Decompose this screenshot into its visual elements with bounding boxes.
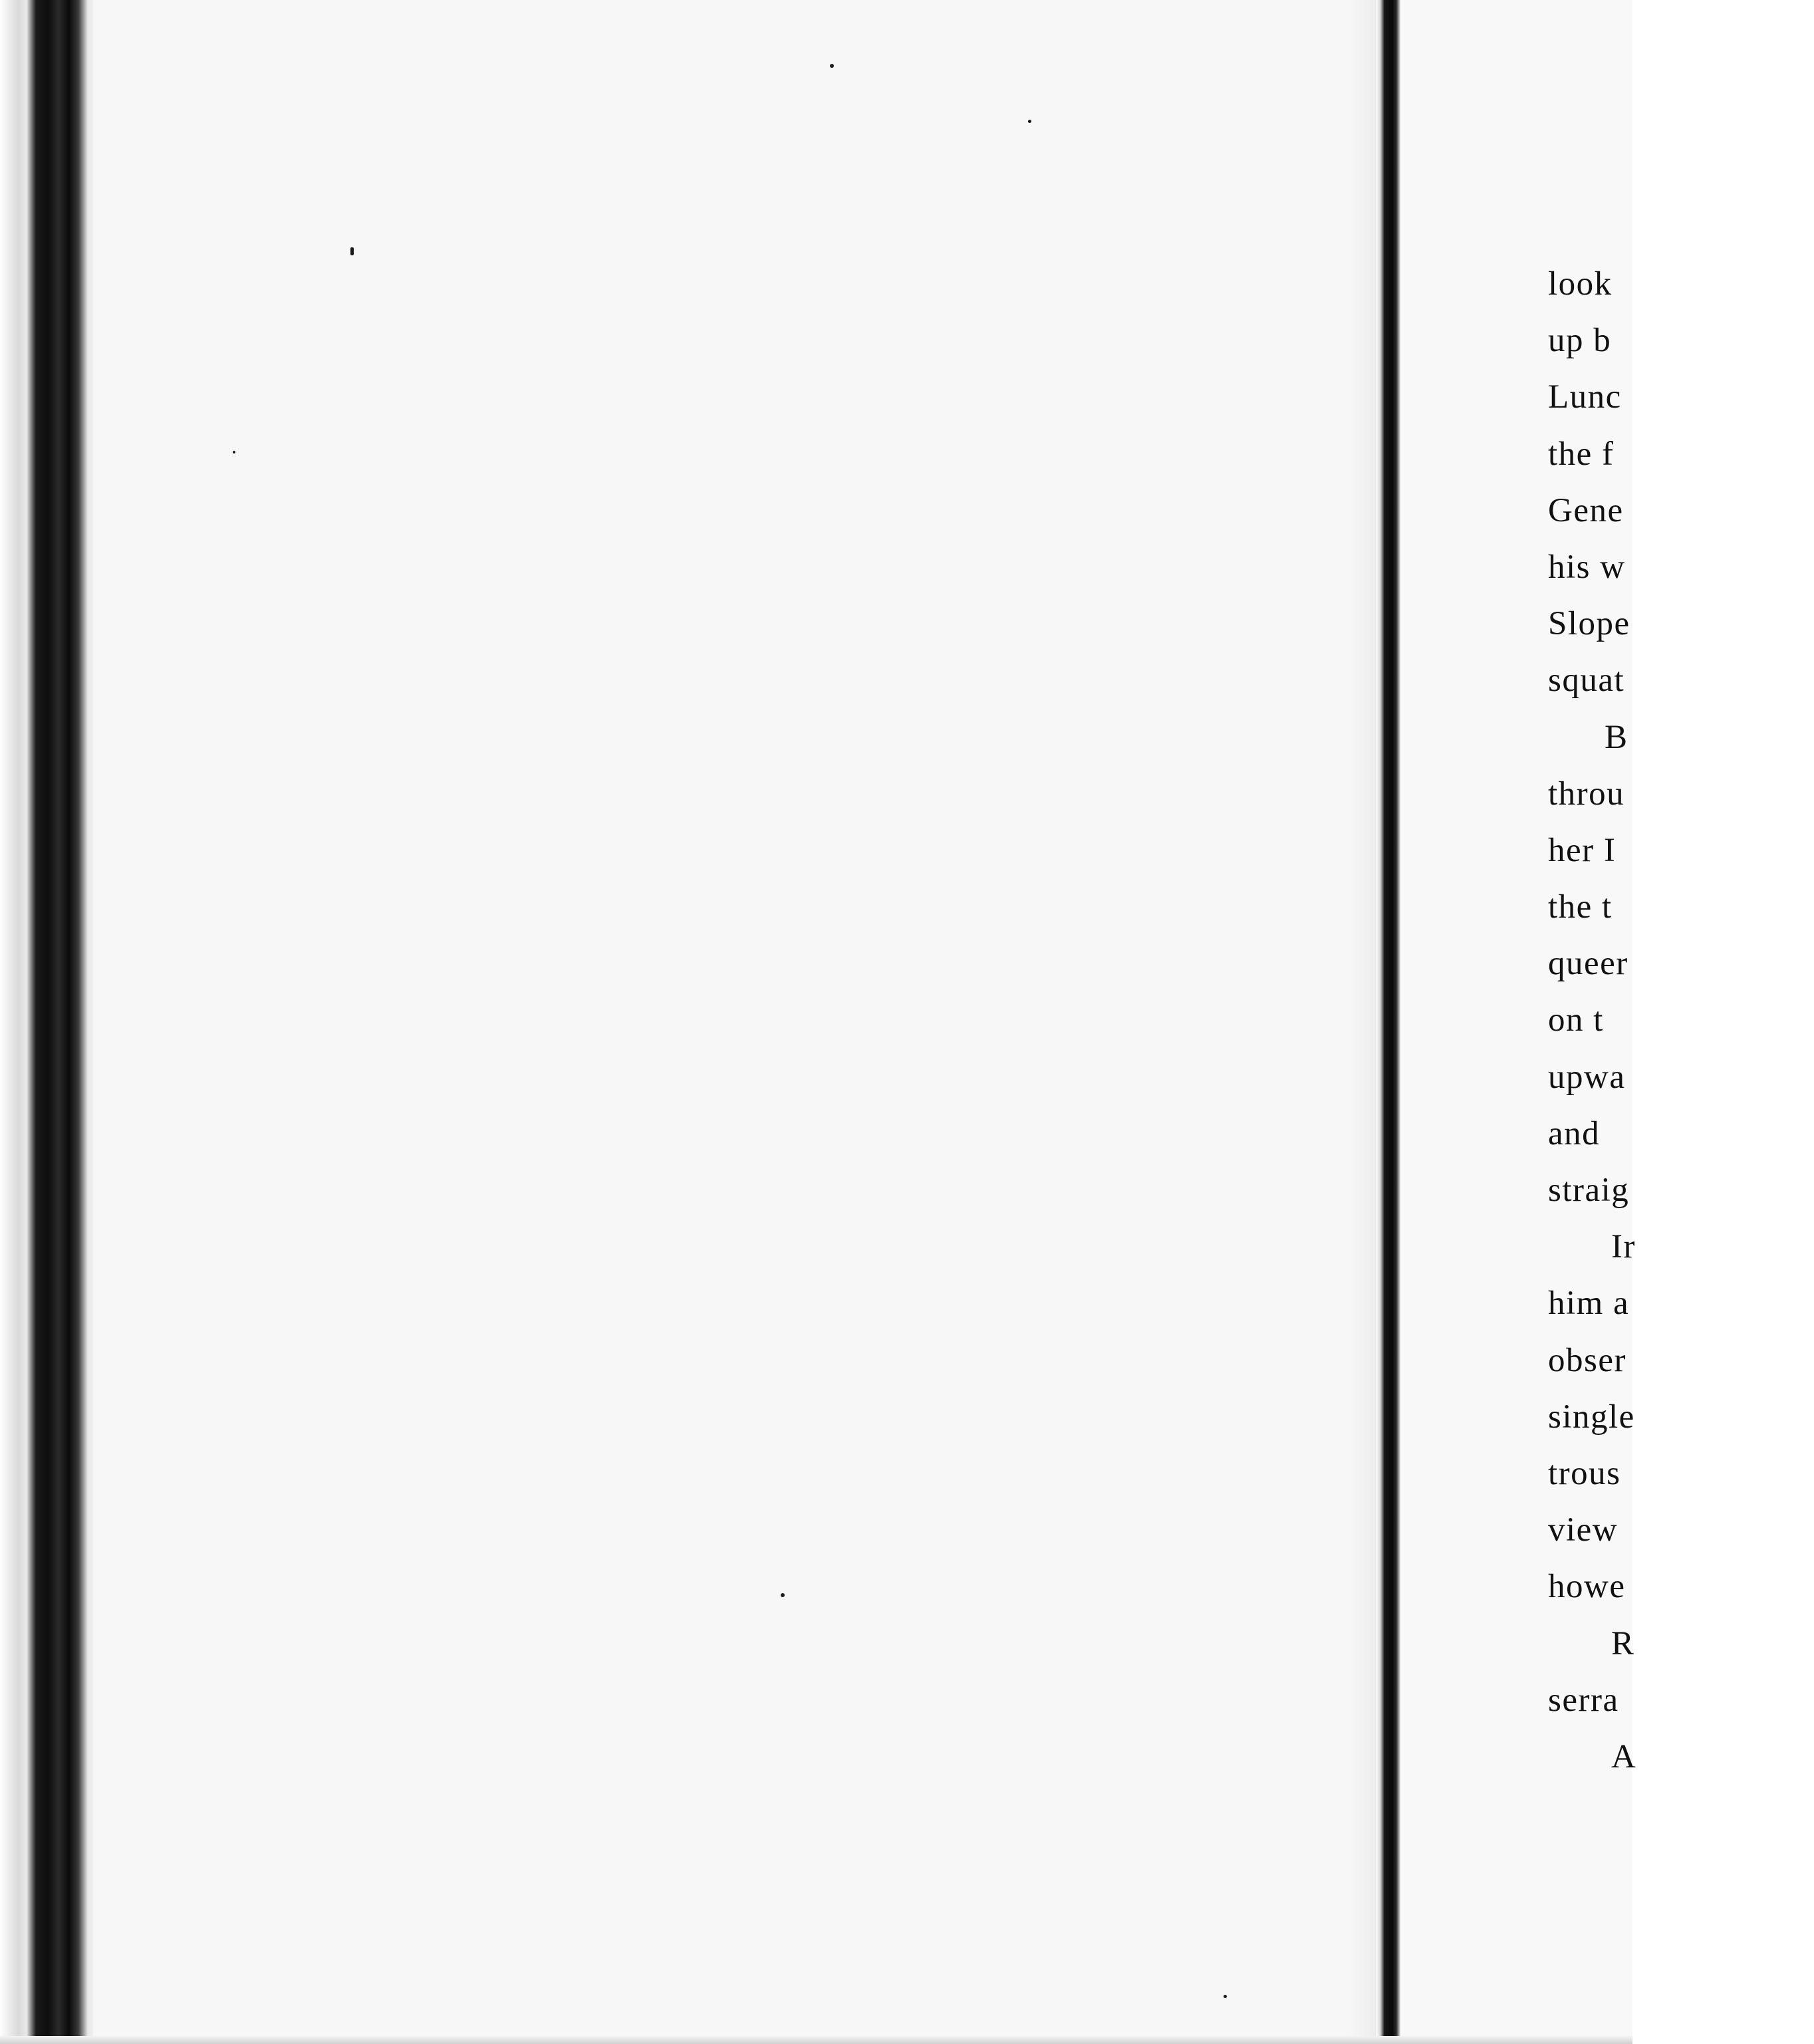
dust-speck	[1028, 120, 1031, 123]
dust-speck	[350, 247, 354, 255]
text-line: straig	[1548, 1172, 1630, 1209]
text-line: howe	[1548, 1568, 1626, 1606]
text-line: view	[1548, 1511, 1619, 1549]
dust-speck	[1224, 1995, 1227, 1998]
text-line: throu	[1548, 775, 1625, 813]
page-bottom-edge	[0, 2036, 1632, 2044]
dust-speck	[233, 451, 235, 453]
dust-speck	[830, 64, 834, 68]
text-line: Lunc	[1548, 378, 1622, 416]
text-line: squat	[1548, 662, 1625, 700]
text-line: and	[1548, 1114, 1601, 1152]
text-line: the f	[1548, 435, 1615, 473]
text-line: queer	[1548, 945, 1628, 983]
text-line: B	[1605, 718, 1628, 756]
text-line: obser	[1548, 1341, 1626, 1379]
text-line: trous	[1548, 1454, 1621, 1492]
page-gutter	[1376, 0, 1400, 2044]
text-line: A	[1611, 1737, 1637, 1775]
text-line: upwa	[1548, 1058, 1626, 1096]
book-spine-edge	[0, 0, 96, 2044]
text-line: serra	[1548, 1681, 1619, 1719]
text-line: Gene	[1548, 491, 1624, 529]
text-line: on t	[1548, 1001, 1604, 1039]
text-line: up b	[1548, 322, 1612, 360]
left-page-blank	[93, 0, 1376, 2044]
text-line: Ir	[1611, 1228, 1636, 1266]
dust-speck	[781, 1593, 785, 1597]
text-line: look	[1548, 265, 1613, 303]
text-line: him a	[1548, 1285, 1630, 1323]
text-line: R	[1611, 1624, 1635, 1662]
text-line: the t	[1548, 888, 1613, 926]
text-line: single	[1548, 1398, 1635, 1436]
right-page-text	[1548, 256, 1814, 1785]
text-line: her I	[1548, 831, 1617, 869]
text-line: his w	[1548, 548, 1626, 586]
text-line: Slope	[1548, 605, 1630, 643]
